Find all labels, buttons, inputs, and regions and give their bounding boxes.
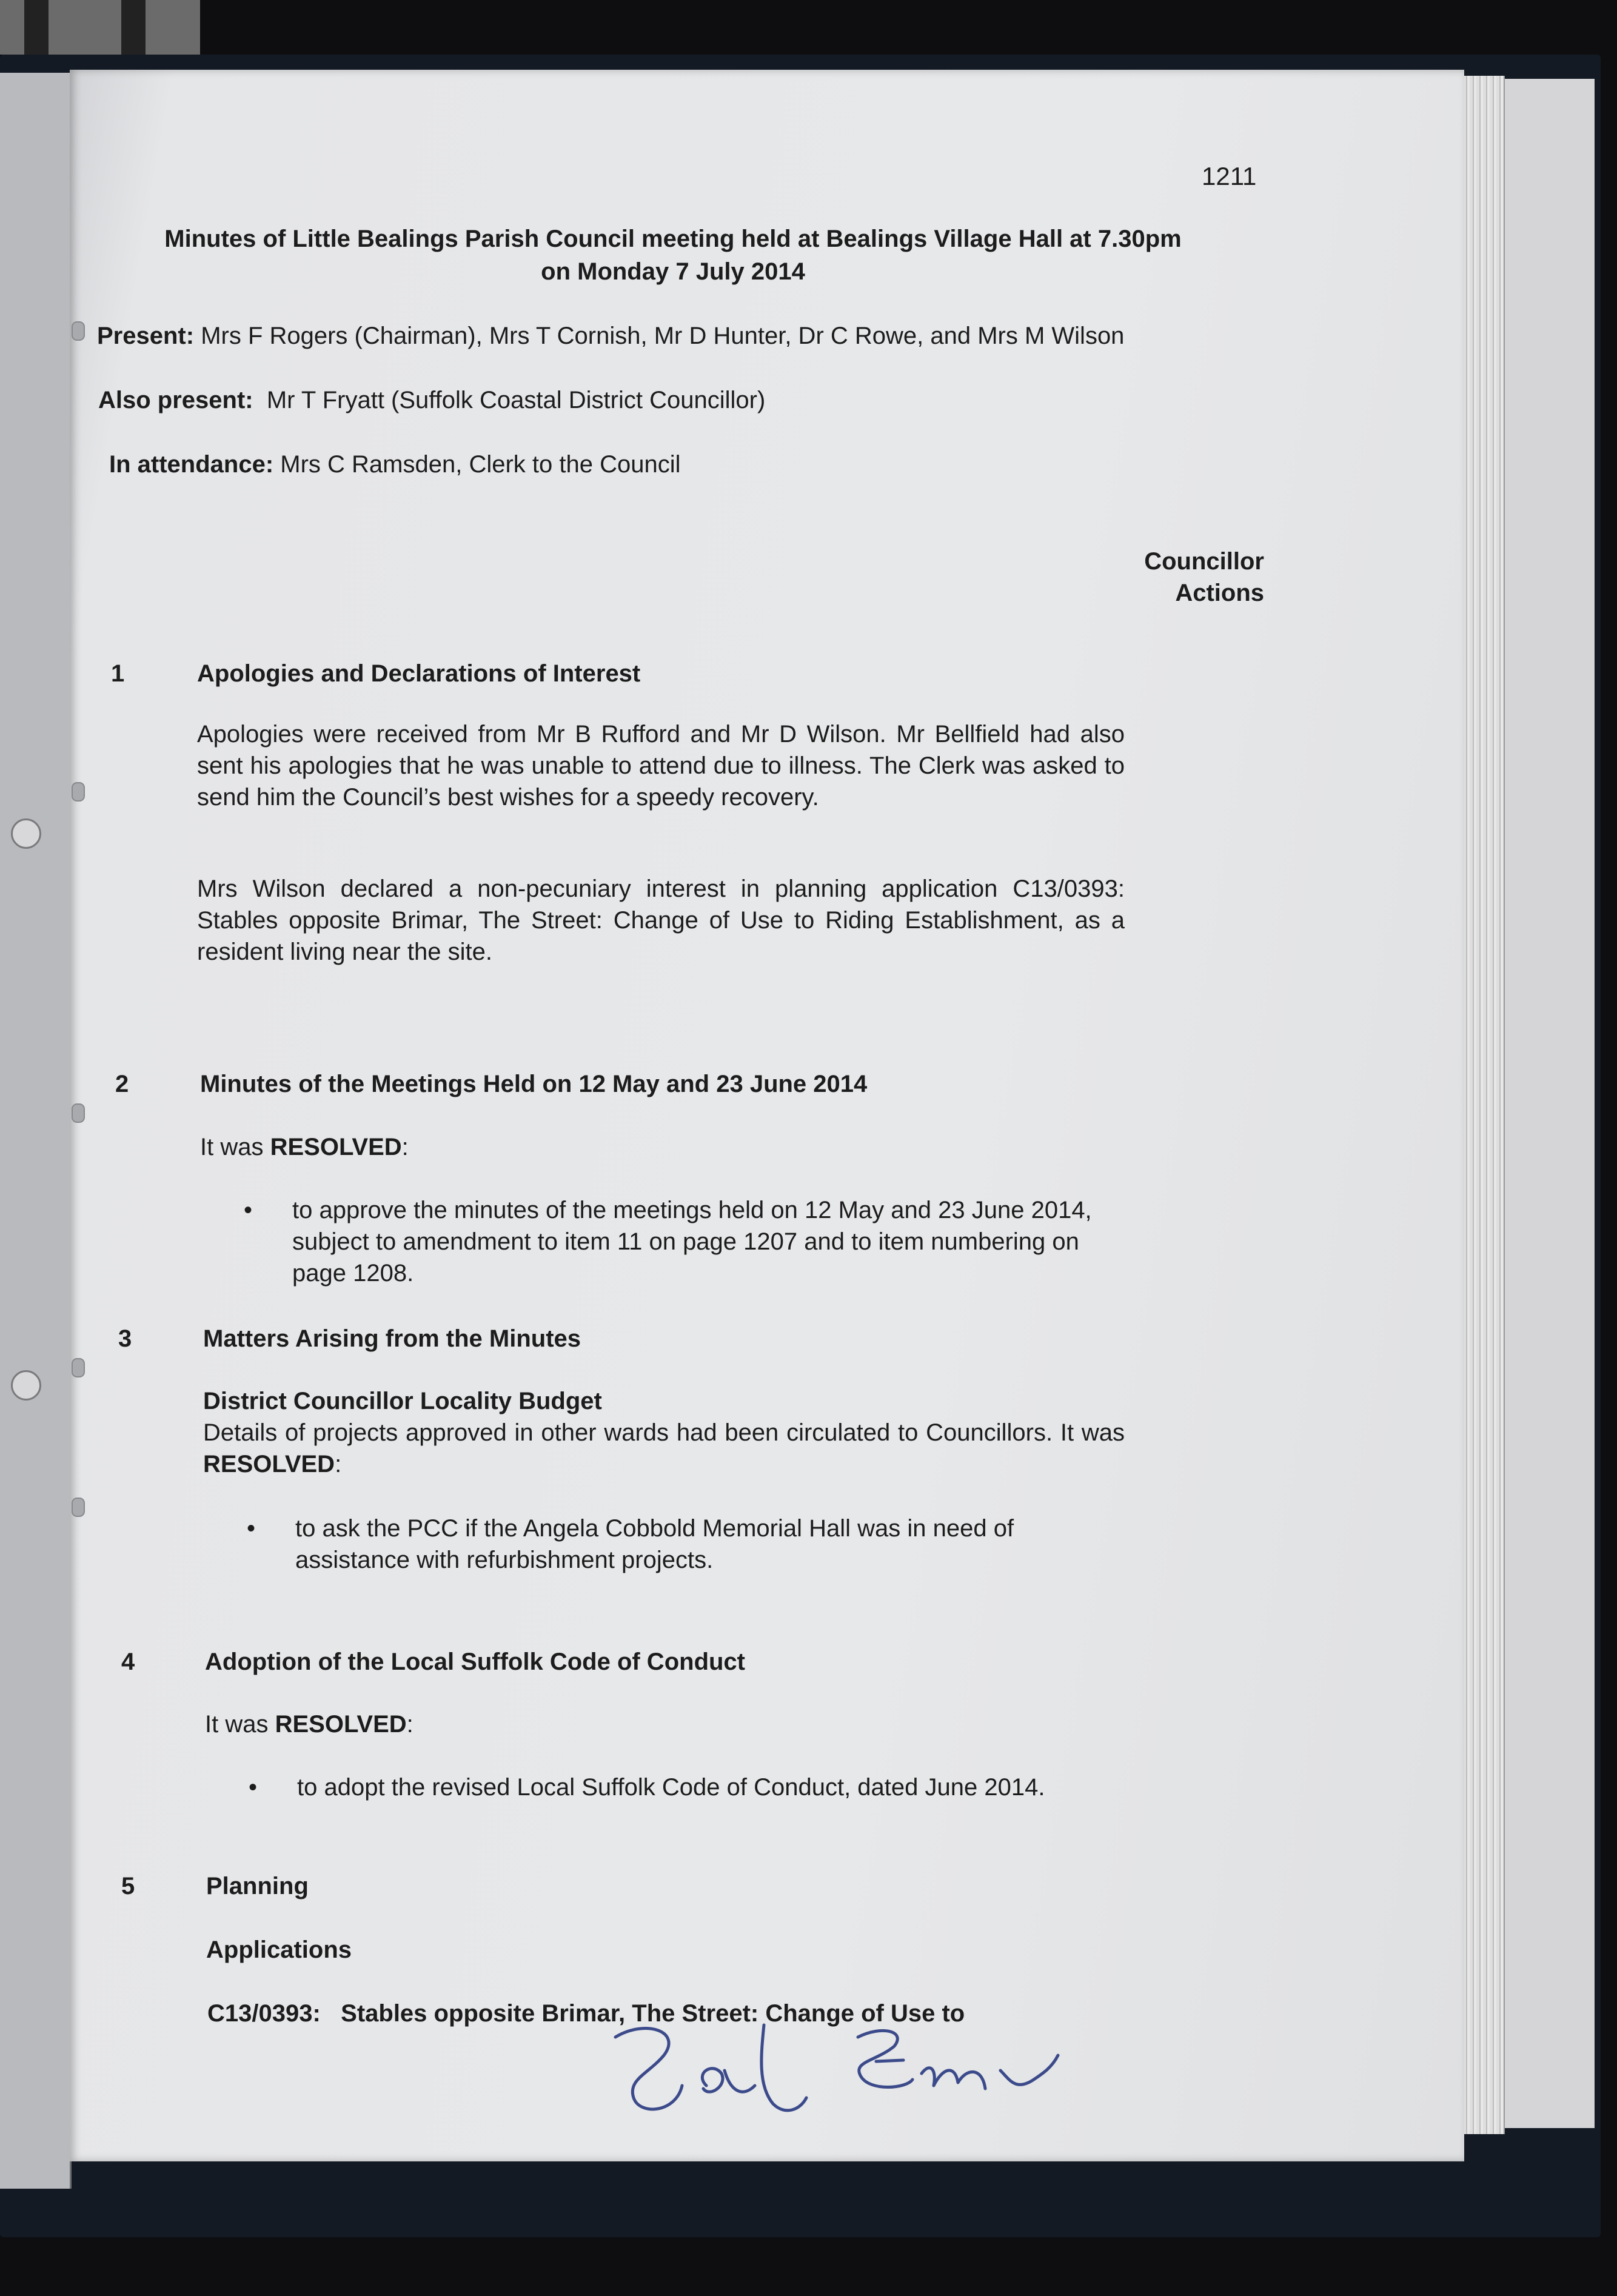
- bullet-text: to approve the minutes of the meetings held on 12 May and 23 June 2014, subject to amendment to item 11 on page 1207 and to item numbering on page 1208.: [292, 1197, 1092, 1287]
- resolved-suffix: :: [335, 1451, 342, 1478]
- resolved-word: RESOLVED: [203, 1451, 335, 1478]
- signature-stroke: [702, 2069, 755, 2092]
- punch-hole-mark: [72, 1358, 85, 1377]
- item-number: 4: [121, 1648, 135, 1675]
- resolution-bullet: [247, 1513, 1132, 1576]
- punch-hole-mark: [72, 1103, 85, 1123]
- item-heading: Minutes of the Meetings Held on 12 May and 23 June 2014: [200, 1071, 868, 1097]
- item-heading: Adoption of the Local Suffolk Code of Conduct: [205, 1648, 745, 1675]
- punch-hole: [11, 818, 41, 849]
- document-page: [70, 70, 1464, 2161]
- signature-stroke: [762, 2025, 806, 2110]
- resolved-suffix: :: [401, 1134, 409, 1160]
- resolved-suffix: :: [406, 1711, 413, 1738]
- item-number: 3: [118, 1325, 132, 1352]
- item-heading: Planning: [206, 1873, 309, 1899]
- bullet-text: to ask the PCC if the Angela Cobbold Memorial Hall was in need of assistance with refurbishment projects.: [295, 1515, 1014, 1573]
- present-label: Present:: [97, 323, 195, 349]
- page-edge-right: [1498, 79, 1595, 2128]
- punch-hole-mark: [72, 1498, 85, 1517]
- councillor-actions-header-line1: Councillor: [1144, 548, 1264, 575]
- resolution-bullet: [249, 1772, 1128, 1803]
- in-attendance-line: [109, 449, 681, 480]
- page-number: 1211: [1202, 162, 1257, 190]
- also-present-value: Mr T Fryatt (Suffolk Coastal District Councillor): [266, 387, 766, 413]
- signature-stroke: [615, 2029, 682, 2109]
- item-subheading: Applications: [206, 1936, 352, 1963]
- item-paragraph: Apologies were received from Mr B Rufford and Mr D Wilson. Mr Bellfield had also sent his apologies that he was unable to attend due to illness. The Clerk was asked to send him the Council’s best wishes for a speedy recovery.: [197, 721, 1125, 811]
- minutes-title-line2: on Monday 7 July 2014: [541, 258, 805, 285]
- punch-hole-mark: [72, 782, 85, 802]
- present-value: Mrs F Rogers (Chairman), Mrs T Cornish, Mr D Hunter, Dr C Rowe, and Mrs M Wilson: [201, 323, 1125, 349]
- also-present-label: Also present:: [98, 387, 253, 413]
- scan-corner-stripe: [121, 0, 146, 55]
- minutes-title-line1: Minutes of Little Bealings Parish Council meeting held at Bealings Village Hall at 7.30pm: [164, 226, 1182, 252]
- councillor-actions-header-line2: Actions: [1175, 580, 1264, 606]
- resolved-word: RESOLVED: [275, 1711, 407, 1738]
- resolved-prefix: It was: [205, 1711, 275, 1738]
- signature-stroke: [858, 2030, 912, 2087]
- application-text: Stables opposite Brimar, The Street: Change of Use to: [341, 2000, 965, 2027]
- punch-hole-mark: [72, 321, 85, 341]
- resolution-bullet: [244, 1194, 1123, 1289]
- handwritten-signature: [591, 2013, 1088, 2128]
- item-heading: Matters Arising from the Minutes: [203, 1325, 581, 1352]
- signature-stroke: [922, 2068, 985, 2089]
- bullet-dot: •: [249, 1774, 258, 1801]
- application-ref: C13/0393:: [207, 2000, 321, 2027]
- scan-corner-stripe: [24, 0, 49, 55]
- item-number: 1: [111, 660, 125, 687]
- item-number: 5: [121, 1873, 135, 1899]
- bullet-text: to adopt the revised Local Suffolk Code of Conduct, dated June 2014.: [297, 1774, 1045, 1801]
- resolved-line: [205, 1709, 413, 1740]
- bullet-dot: •: [244, 1197, 253, 1223]
- scan-corner: [0, 0, 200, 55]
- paragraph-text: Details of projects approved in other wards had been circulated to Councillors. It was: [203, 1419, 1125, 1446]
- resolved-prefix: It was: [200, 1134, 270, 1160]
- resolved-line: [200, 1131, 409, 1163]
- left-page-edge: [0, 73, 72, 2189]
- bullet-dot: •: [247, 1515, 256, 1542]
- in-attendance-label: In attendance:: [109, 451, 274, 478]
- punch-hole: [11, 1370, 41, 1401]
- item-subheading: District Councillor Locality Budget: [203, 1388, 602, 1414]
- item-paragraph: Mrs Wilson declared a non-pecuniary interest in planning application C13/0393: Stables opposite Brimar, The Street: Change of Use to Riding Establishment, as a resident living near the site.: [197, 875, 1125, 965]
- signature-stroke: [1000, 2055, 1058, 2084]
- item-heading: Apologies and Declarations of Interest: [197, 660, 641, 687]
- present-line: [97, 320, 1124, 352]
- item-paragraph: [203, 1417, 1125, 1480]
- in-attendance-value: Mrs C Ramsden, Clerk to the Council: [280, 451, 681, 478]
- also-present-line: [98, 384, 765, 416]
- resolved-word: RESOLVED: [270, 1134, 402, 1160]
- item-number: 2: [115, 1071, 129, 1097]
